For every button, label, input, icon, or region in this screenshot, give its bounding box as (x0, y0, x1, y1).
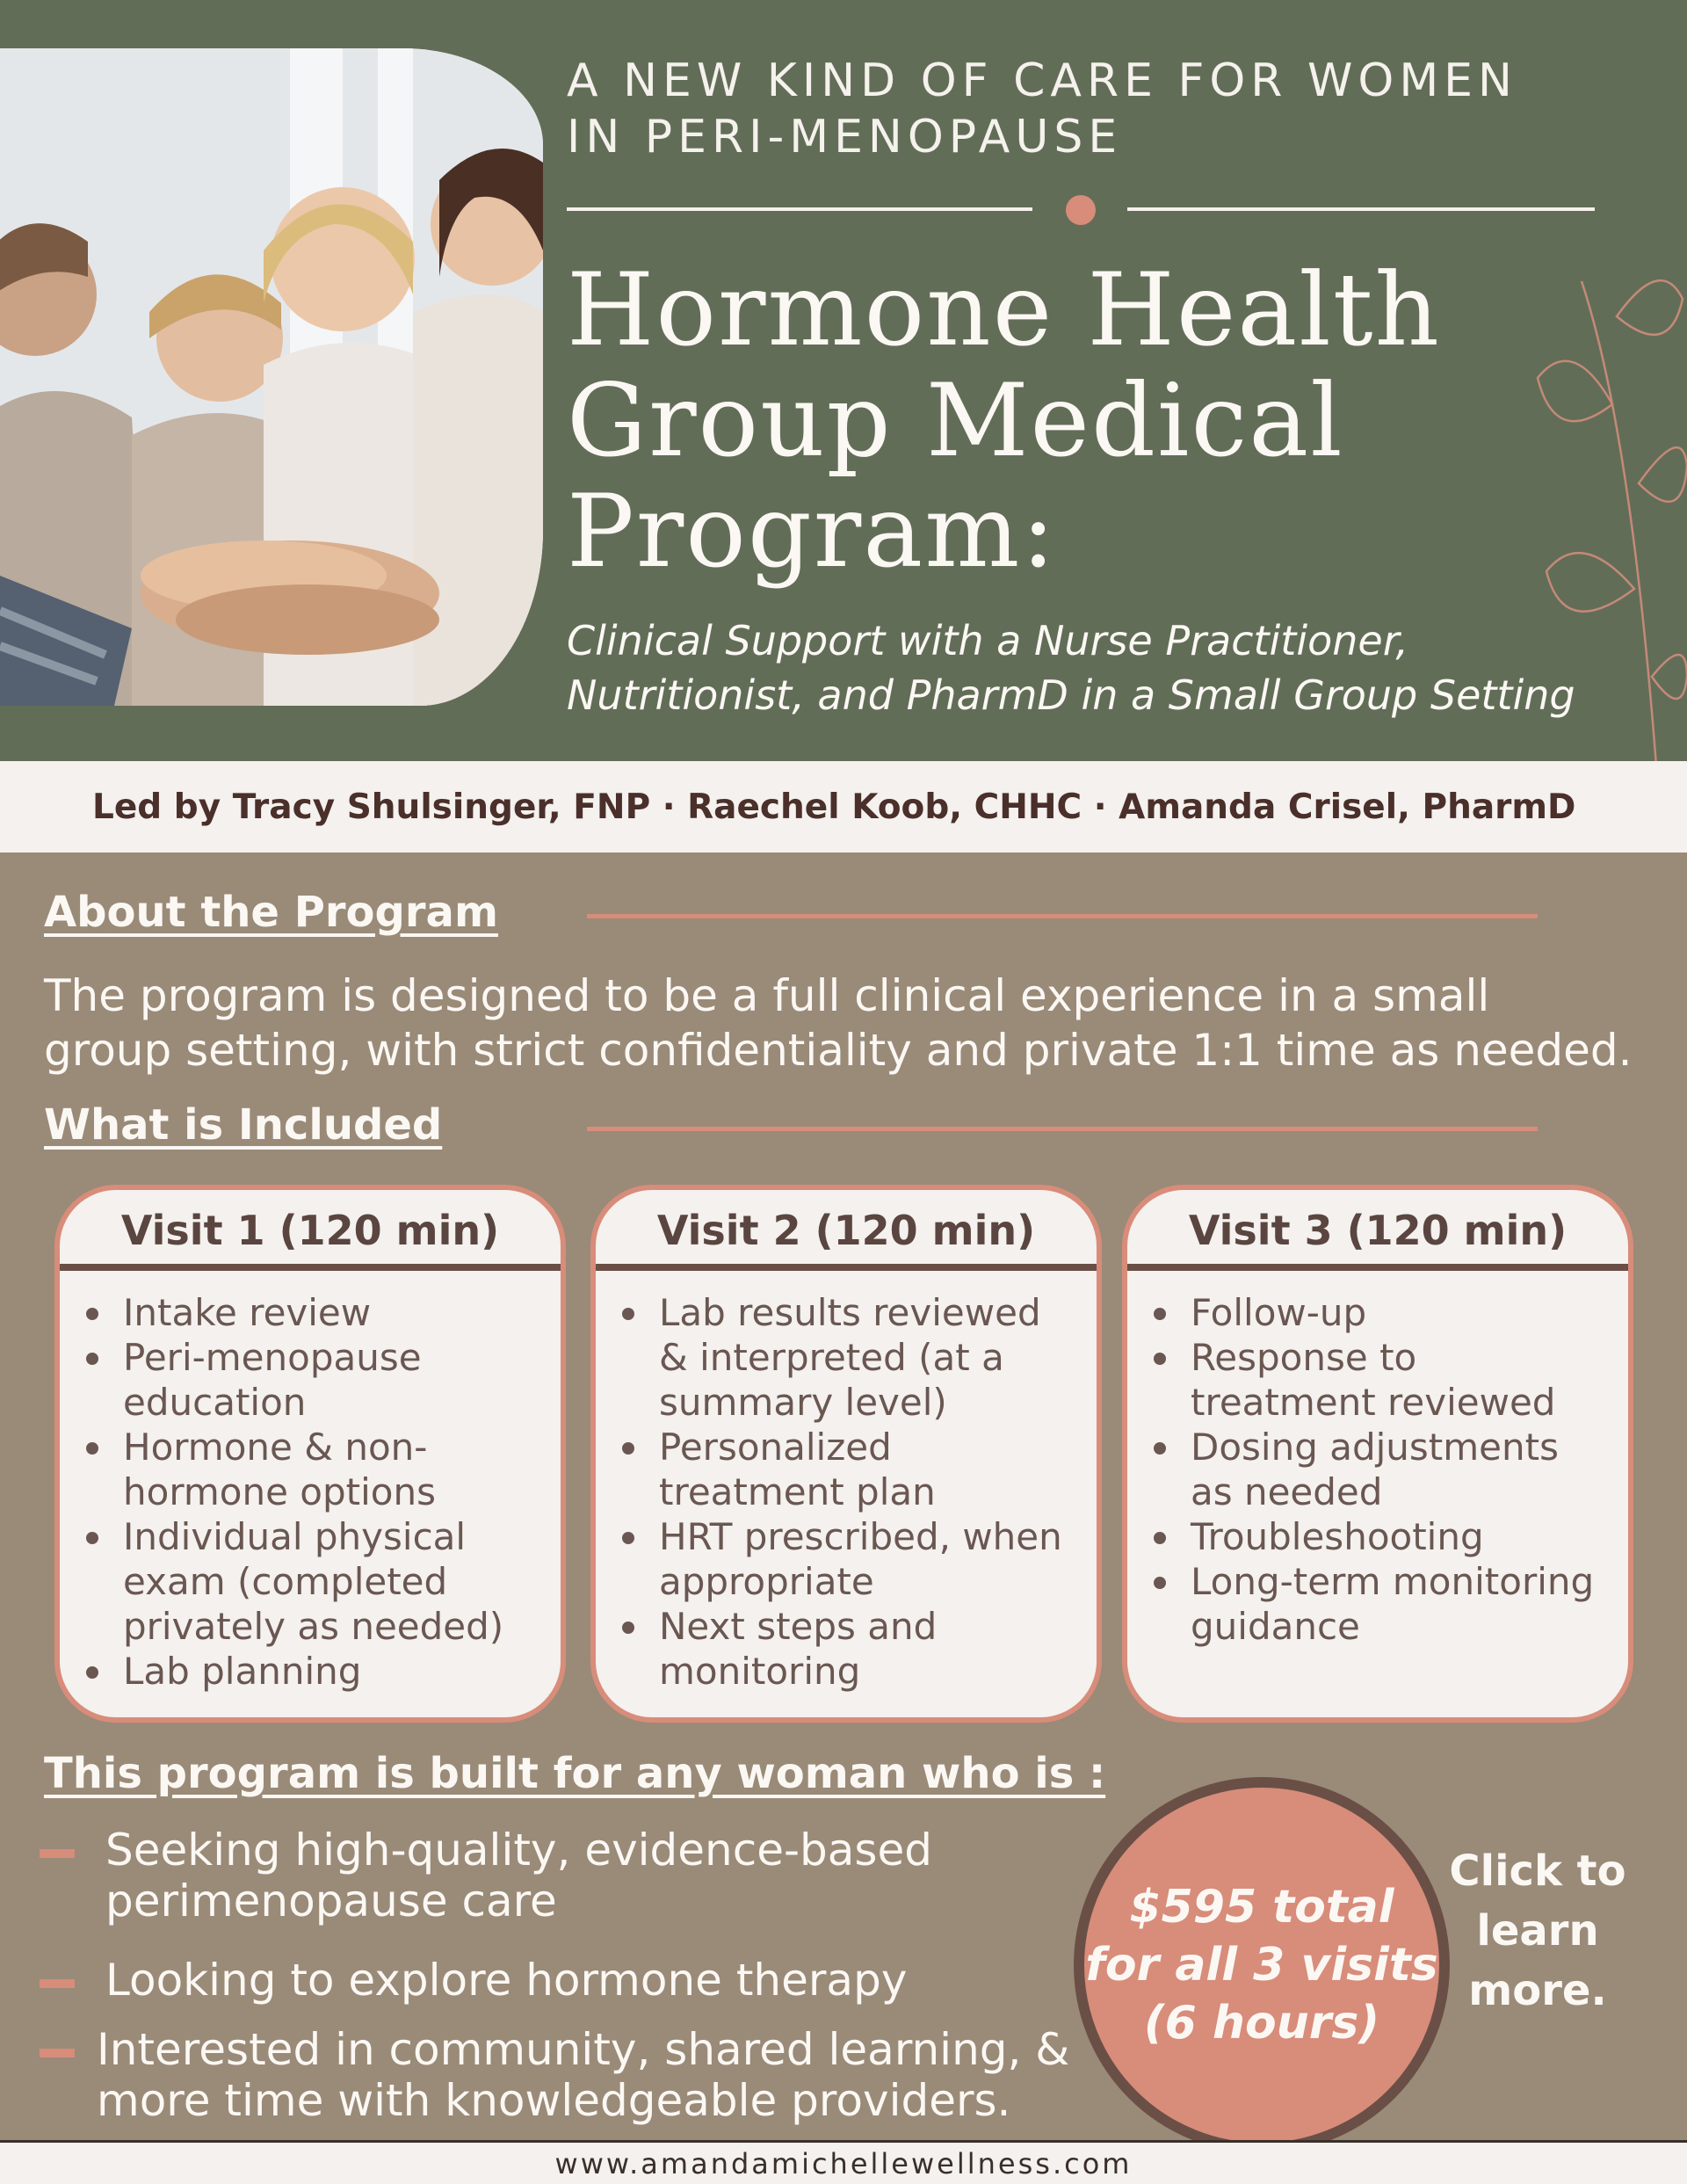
audience-item: Interested in community, shared learning, & more time with knowledgeable providers. (40, 2024, 1069, 2126)
visit-title: Visit 2 (120 min) (596, 1190, 1097, 1271)
dash-icon (40, 1849, 75, 1858)
dash-icon (40, 1979, 75, 1988)
list-item: Intake review (77, 1290, 543, 1335)
list-item: Response to treatment reviewed (1145, 1335, 1611, 1425)
included-heading: What is Included (44, 1100, 443, 1150)
divider-dot (1066, 195, 1096, 225)
list-item: Next steps and monitoring (613, 1604, 1079, 1694)
page-subtitle: Clinical Support with a Nurse Practitioner, Nutritionist, and PharmD in a Small Group Setting (567, 617, 1575, 719)
footer-url[interactable]: www.amandamichellewellness.com (0, 2140, 1687, 2184)
learn-more-link[interactable]: Click to learn more. (1449, 1847, 1626, 2015)
list-item: Lab results reviewed & interpreted (at a summary level) (613, 1290, 1079, 1425)
visit-card-2 (590, 1185, 1102, 1723)
about-heading: About the Program (44, 888, 498, 937)
list-item: Long-term monitoring guidance (1145, 1559, 1611, 1649)
list-item: Personalized treatment plan (613, 1425, 1079, 1514)
list-item: Follow-up (1145, 1290, 1611, 1335)
audience-item: Seeking high-quality, evidence-based perimenopause care (40, 1825, 932, 1926)
eyebrow-text: A NEW KIND OF CARE FOR WOMEN IN PERI-MENOPAUSE (567, 54, 1517, 163)
divider-right (1127, 207, 1595, 211)
page-title: Hormone Health Group Medical Program: (567, 251, 1441, 590)
list-item: HRT prescribed, when appropriate (613, 1514, 1079, 1604)
visit-items (1127, 1271, 1628, 1649)
dash-icon (40, 2049, 75, 2057)
about-heading-line (587, 914, 1538, 918)
list-item: Dosing adjustments as needed (1145, 1425, 1611, 1514)
included-heading-line (587, 1127, 1538, 1131)
list-item: Individual physical exam (completed privately as needed) (77, 1514, 543, 1649)
list-item: Troubleshooting (1145, 1514, 1611, 1559)
price-text: $595 total for all 3 visits (6 hours) (1085, 1881, 1438, 2050)
audience-heading: This program is built for any woman who is : (44, 1749, 1106, 1798)
leaders-text: Led by Tracy Shulsinger, FNP · Raechel Koob, CHHC · Amanda Crisel, PharmD (92, 787, 1576, 827)
visit-card-1 (54, 1185, 566, 1723)
visit-items (596, 1271, 1097, 1694)
list-item: Hormone & non-hormone options (77, 1425, 543, 1514)
women-group-photo (0, 48, 543, 706)
leaders-band (0, 761, 1687, 853)
price-badge[interactable] (1074, 1777, 1450, 2153)
about-text: The program is designed to be a full clinical experience in a small group setting, with strict confidentiality and private 1:1 time as needed. (44, 970, 1633, 1076)
visit-card-3 (1122, 1185, 1633, 1723)
audience-item: Looking to explore hormone therapy (40, 1955, 907, 2006)
divider-left (567, 207, 1032, 211)
list-item: Peri-menopause education (77, 1335, 543, 1425)
hero-header (0, 0, 1687, 761)
visit-title: Visit 3 (120 min) (1127, 1190, 1628, 1271)
visit-items (60, 1271, 561, 1694)
list-item: Lab planning (77, 1649, 543, 1694)
visit-title: Visit 1 (120 min) (60, 1190, 561, 1271)
photo-illustration (0, 48, 543, 706)
